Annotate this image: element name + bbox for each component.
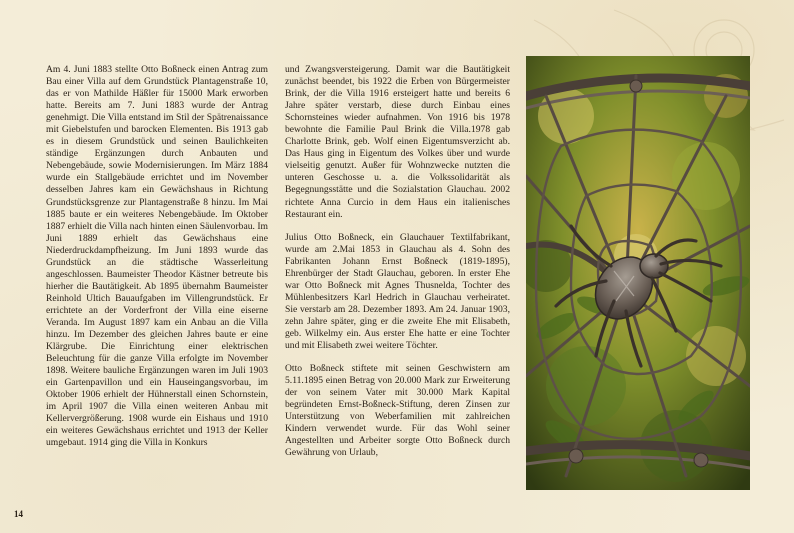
right-text-column (285, 64, 510, 470)
paragraph: Julius Otto Boßneck, ein Glauchauer Textilfabrikant, wurde am 2.Mai 1853 in Glauchau als 4. Sohn des Fabrikanten Johann Ernst Boßneck (1819-1895), Ehrenbürger der Stadt Glauchau, geboren. In erster Ehe war Otto Boßneck mit Agnes Thusnelda, Tochter des Mühlenbesitzers Karl Hedrich in Glauchau verheiratet. Sie verstarb am 28. Dezember 1893. Am 24. Januar 1903, zehn Jahre später, ging er die zweite Ehe mit Elisabeth, geb. Wilkelmy ein. Aus erster Ehe hatte er eine Tochter und mit Elisabeth zwei weitere Töchter. (285, 231, 510, 352)
page-number: 14 (14, 509, 23, 519)
paragraph: und Zwangsversteigerung. Damit war die Bautätigkeit zunächst beendet, bis 1922 die Erben von Bürgermeister Brink, der die Villa 1916 ersteigert hatte und bereits 6 Jahre später verstarb, diese durch Einbau eines Schornsteines wieder aufnahmen. Von 1916 bis 1978 bewohnte die Familie Paul Brink die Villa.1978 gab Charlotte Brink, geb. Wolf einen Eigentumsverzicht ab. Das Haus ging in Eigentum des Volkes über und wurde vielseitig genutzt. Außer für Wohnzwecke nutzten die unteren Geschosse u. a. die Volkssolidarität als Begegnungsstätte und die Sozialstation Glauchau. 2002 richtete Anna Curcio in dem Haus ein italienisches Restaurant ein. (285, 64, 510, 220)
paragraph: Otto Boßneck stiftete mit seinen Geschwistern am 5.11.1895 einen Betrag von 20.000 Mark zur Erweiterung der von seinem Vater mit 30.000 Mark Kapital begründeten Ernst-Boßneck-Stiftung, deren Zinsen zur Unterstützung von Weberfamilien mit zahlreichen Kindern verwendet wurde. Für das Wohl seiner Angestellten und Arbeiter sorgte Otto Boßneck durch Gewährung von Urlaub, (285, 363, 510, 459)
paragraph: Am 4. Juni 1883 stellte Otto Boßneck einen Antrag zum Bau einer Villa auf dem Grundstück Plantagenstraße 10, das er von Mathilde Häßler für 15000 Mark erworben hatte. Bereits am 7. Juni 1883 wurde der Antrag genehmigt. Die Villa entstand im Stil der Spätrenaissance mit Giebelstufen und barocken Elementen. Bis 1913 gab es in diesem Grundstück und seinen Baulichkeiten ständige Ergänzungen durch Anbauten und Nebengebäude, sowie Modernisierungen. Im März 1884 wurde ein Stallgebäude errichtet und im November desselben Jahres kam ein Gewächshaus in Richtung Grundstücksgrenze zur Plantagenstraße 8 hinzu. Im Mai 1885 baute er ein weiteres Nebengebäude. Im Oktober 1887 erhielt die Villa nach hinten einen Säulenvorbau. Im Juni 1889 erhielt das Gewächshaus eine Niederdruckdampfheizung. Im Juni 1893 wurde das Grundstück an die städtische Wasserleitung angeschlossen. Baumeister Theodor Kästner betreute bis hierher die Bautätigkeit. Ab 1895 übernahm Baumeister Reinhold Ultich Bauaufgaben im Villengrundstück. Er errichtete an der Vorderfront der Villa eine eiserne Veranda. Im August 1897 kam ein Anbau an die Villa hinzu. Im Dezember des gleichen Jahres baute er eine Klärgrube. Die Einrichtung einer elektrischen Beleuchtung für die ganze Villa erfolgte im November 1898. Weitere bauliche Ergänzungen waren im Juli 1903 ein Gartenpavillon und ein Hauseingangsvorbau, im Oktober 1906 erhielt der Hühnerstall einen Schornstein, im April 1907 die Villa einen weiteren Anbau mit Kellervergrößerung. 1908 wurde ein Eishaus und 1910 ein weiteres Gewächshaus errichtet und 1913 der Keller umgebaut. 1914 ging die Villa in Konkurs (46, 64, 268, 449)
iron-spider-web-gate-photo (526, 56, 750, 490)
left-text-column (46, 64, 268, 461)
